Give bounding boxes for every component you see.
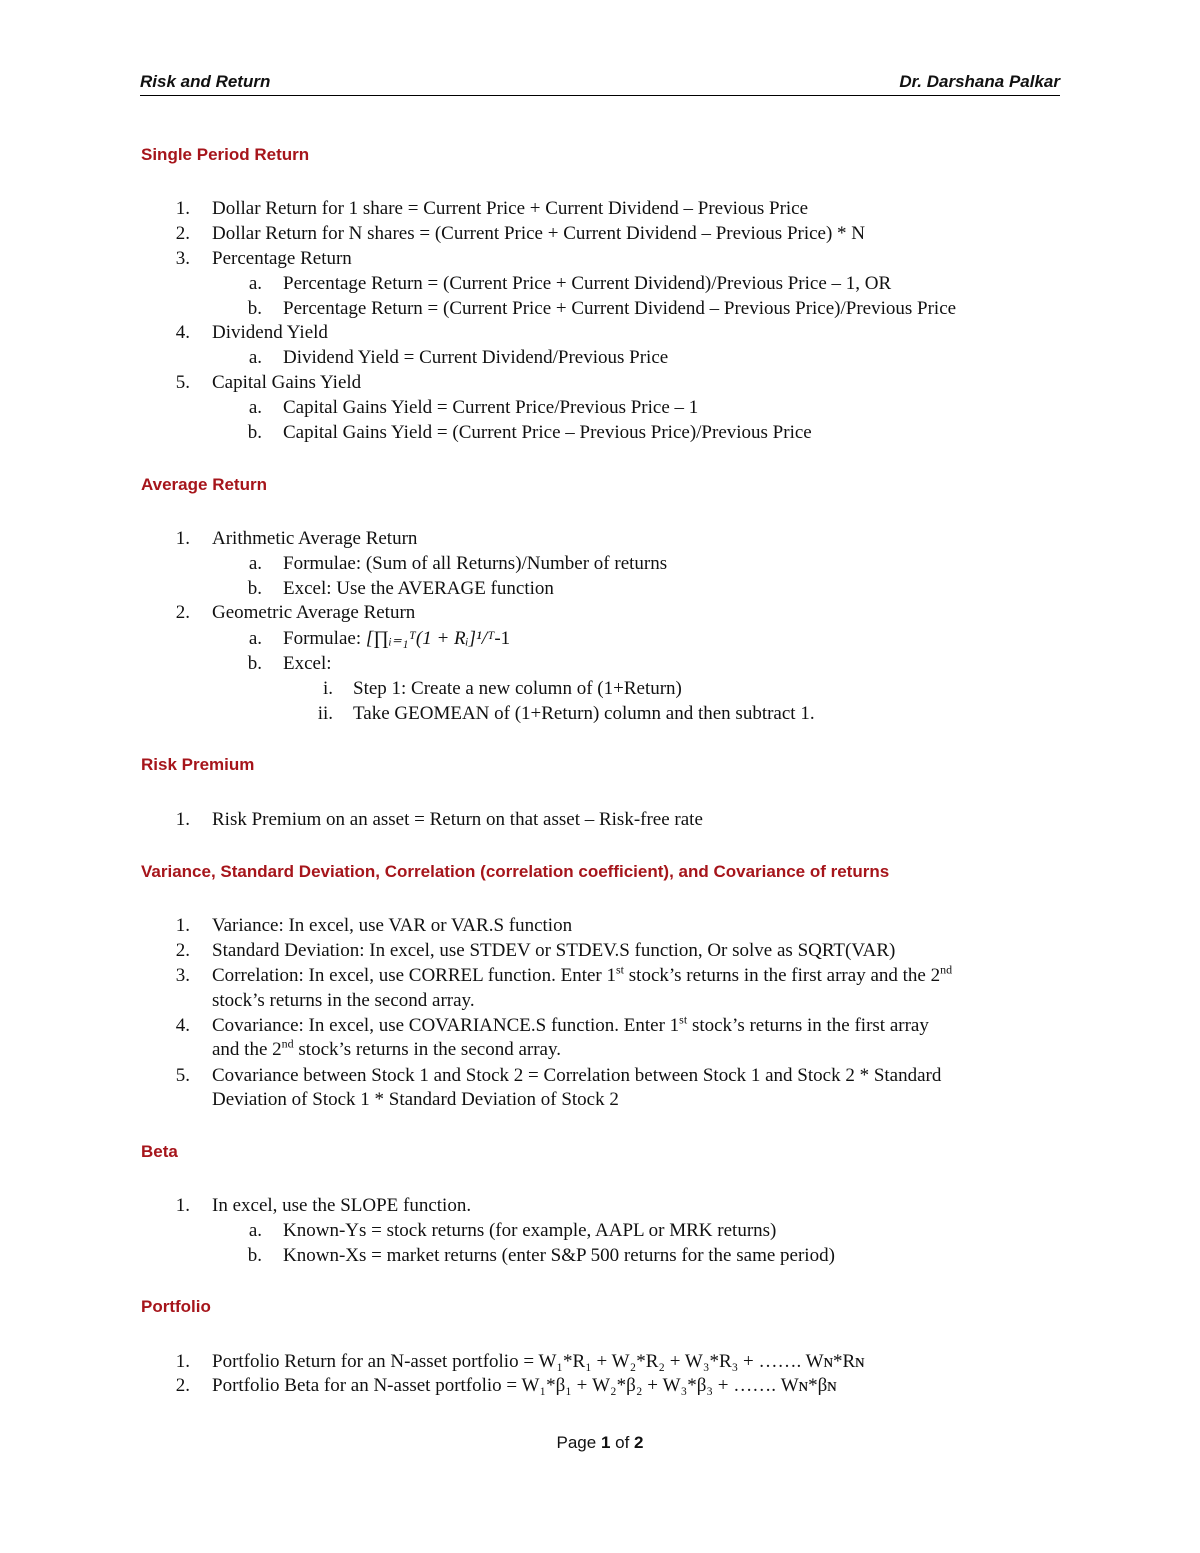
section-heading-beta: Beta [141,1142,178,1161]
header-title: Risk and Return [140,72,271,91]
section-heading-single-period-return: Single Period Return [141,145,310,164]
page-number: Page 1 of 2 [556,1433,644,1452]
section-heading-variance: Variance, Standard Deviation, Correlation (correlation coefficient), and Covariance of returns [141,862,890,881]
page-header [140,70,1060,96]
section-heading-average-return: Average Return [141,475,267,494]
section-heading-portfolio: Portfolio [141,1297,211,1316]
header-author: Dr. Darshana Palkar [899,72,1060,91]
section-heading-risk-premium: Risk Premium [141,755,255,774]
geometric-mean-formula: [∏ᵢ₌₁ᵀ(1 + Rᵢ]¹/ᵀ [365,628,495,649]
